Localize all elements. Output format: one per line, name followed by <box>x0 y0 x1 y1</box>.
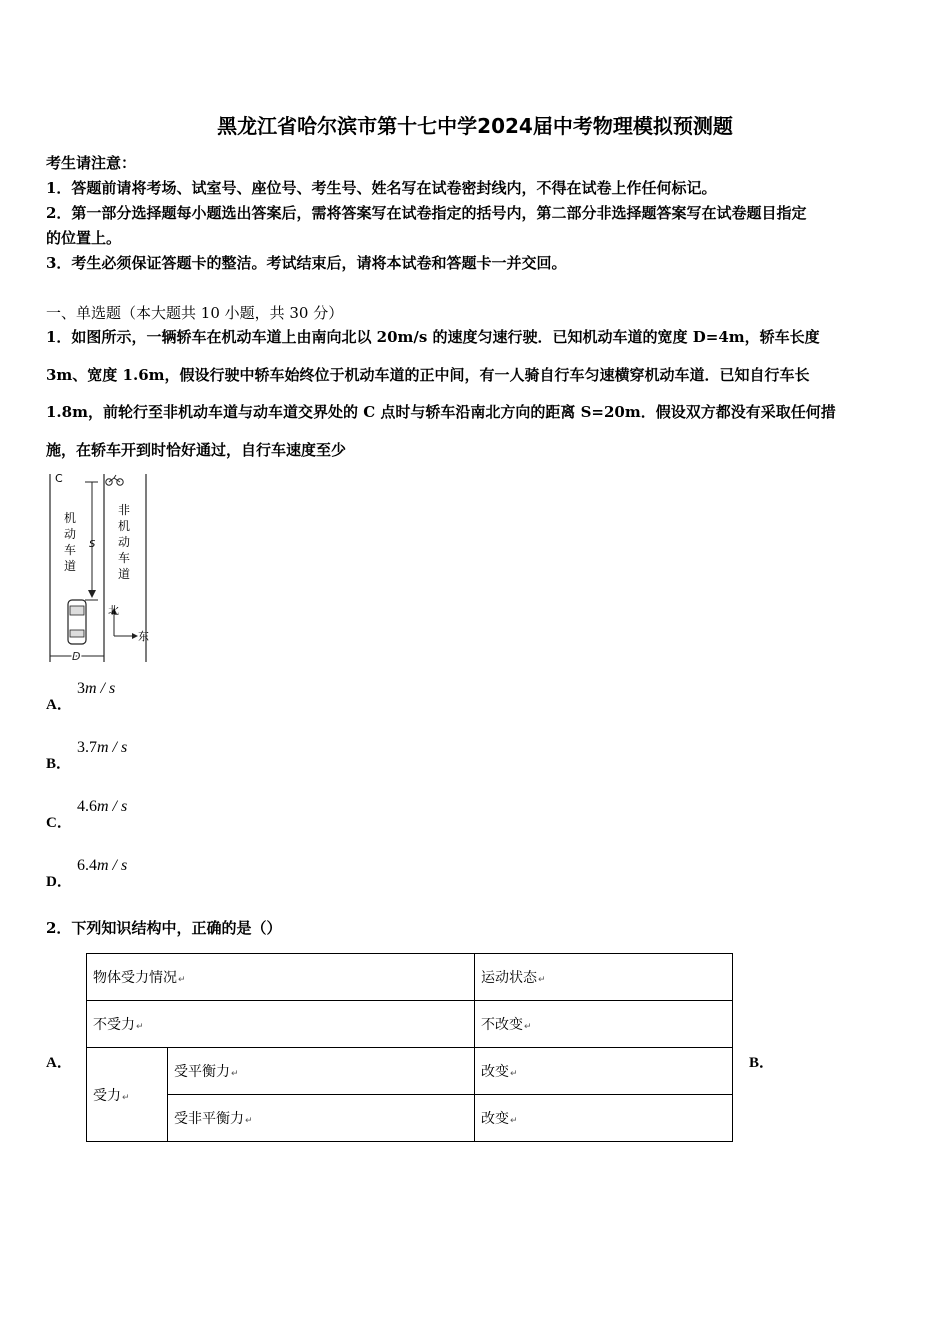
notice-item: 1．答题前请将考场、试室号、座位号、考生号、姓名写在试卷密封线内，不得在试卷上作任何标记。 <box>46 179 717 197</box>
option-b-letter: B． <box>46 756 72 772</box>
option-a-letter: A． <box>46 697 72 713</box>
table-cell: 受平衡力↵ <box>168 1048 475 1095</box>
table-cell: 改变↵ <box>475 1048 733 1095</box>
table-cell: 不受力↵ <box>87 1001 475 1048</box>
motor-lane-char: 道 <box>64 559 77 573</box>
east-label: 东 <box>138 630 149 643</box>
question-1-line: 施，在轿车开到时恰好通过，自行车速度至少 <box>46 441 347 459</box>
point-c-label: C <box>55 472 63 485</box>
notice-item: 的位置上。 <box>46 229 122 247</box>
option-b-value: 3.7m / s <box>77 739 128 756</box>
option-d-letter: D． <box>46 874 72 890</box>
table-header-right: 运动状态↵ <box>475 954 733 1001</box>
car-icon <box>68 600 86 644</box>
table-cell: 受非平衡力↵ <box>168 1095 475 1142</box>
question-1-line: 1.8m，前轮行至非机动车道与动车道交界处的 C 点时与轿车沿南北方向的距离 S=20m．假设双方都没有采取任何措 <box>46 403 836 421</box>
section-heading: 一、单选题（本大题共 10 小题，共 30 分） <box>46 304 344 322</box>
motor-lane-char: 动 <box>64 527 77 541</box>
table-group-label: 受力↵ <box>87 1048 168 1142</box>
notice-heading: 考生请注意： <box>46 154 137 172</box>
bicycle-icon <box>106 475 123 485</box>
north-label: 北 <box>108 604 119 617</box>
q2-option-a-letter: A． <box>46 1055 72 1071</box>
option-c-letter: C． <box>46 815 72 831</box>
question-1-line: 1．如图所示，一辆轿车在机动车道上由南向北以 20m/s 的速度匀速行驶．已知机动车道的宽度 D=4m，轿车长度 <box>46 328 820 346</box>
table-cell: 不改变↵ <box>475 1001 733 1048</box>
option-d-value: 6.4m / s <box>77 857 128 874</box>
road-diagram <box>46 470 152 666</box>
non-motor-lane-char: 非 <box>118 503 131 517</box>
table-header-left: 物体受力情况↵ <box>87 954 475 1001</box>
option-a-value: 3m / s <box>77 680 116 697</box>
q2-option-b-letter: B． <box>749 1055 775 1071</box>
notice-item: 2．第一部分选择题每小题选出答案后，需将答案写在试卷指定的括号内，第二部分非选择题答案写在试卷题目指定 <box>46 204 807 222</box>
option-c-value: 4.6m / s <box>77 798 128 815</box>
width-d-label: D <box>72 650 81 663</box>
arrow-head-icon <box>88 590 96 598</box>
distance-s-label: S <box>89 539 96 550</box>
page-title: 黑龙江省哈尔滨市第十七中学2024届中考物理模拟预测题 <box>217 114 733 138</box>
non-motor-lane-char: 动 <box>118 535 131 549</box>
non-motor-lane-char: 机 <box>118 519 131 533</box>
motor-lane-char: 车 <box>64 543 77 557</box>
question-1-line: 3m、宽度 1.6m，假设行驶中轿车始终位于机动车道的正中间，有一人骑自行车匀速横穿机动车道．已知自行车长 <box>46 366 810 384</box>
question-2-stem: 2．下列知识结构中，正确的是（） <box>46 919 282 937</box>
non-motor-lane-char: 车 <box>118 551 131 565</box>
motor-lane-char: 机 <box>64 511 77 525</box>
knowledge-table <box>86 953 733 1142</box>
notice-item: 3．考生必须保证答题卡的整洁。考试结束后，请将本试卷和答题卡一并交回。 <box>46 254 567 272</box>
non-motor-lane-char: 道 <box>118 567 131 581</box>
table-cell: 改变↵ <box>475 1095 733 1142</box>
